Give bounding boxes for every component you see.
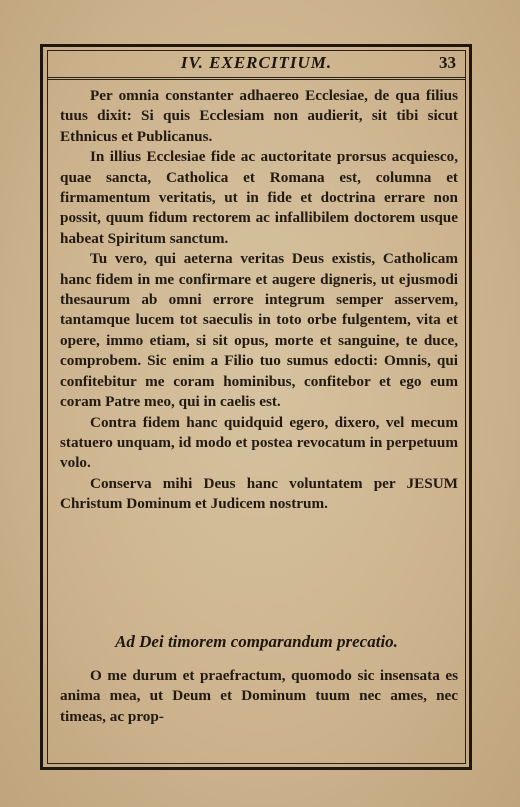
page-number: 33 (439, 53, 456, 72)
header-rule (47, 77, 466, 80)
paragraph: Conserva mihi Deus hanc voluntatem per JESUM Christum Dominum et Judicem nostrum. (60, 474, 458, 513)
paragraph: Tu vero, qui aeterna veritas Deus existis, Catholicam hanc fidem in me confirmare et augere digneris, ut ejusmodi thesaurum ab omni errore integrum semper asservem, tantamque lucem tot saeculis in toto orbe fulgentem, vita et opere, immo etiam, si sit opus, morte et sanguine, te duce, comprobem. Sic enim a Filio tuo sumus edocti: Omnis, qui confitebitur me coram hominibus, confitebor et ego eum coram Patre meo, qui in caelis est. (60, 250, 458, 411)
running-title: IV. EXERCITIUM. (180, 53, 333, 72)
paragraph: Contra fidem hanc quidquid egero, dixero, vel mecum statuero unquam, id modo et postea revocatum in perpetuum volo. (60, 413, 458, 472)
paragraph: Per omnia constanter adhaereo Ecclesiae, de qua filius tuus dixit: Si quis Ecclesiam non audierit, sit tibi sicut Ethnicus et Publicanus. (60, 87, 458, 145)
body-text (60, 86, 458, 515)
page-header (47, 51, 466, 77)
prayer-text (60, 666, 458, 727)
prayer-paragraph: O me durum et praefractum, quomodo sic insensata es anima mea, ut Deum et Dominum tuum nec ames, nec timeas, ac prop- (60, 667, 458, 725)
prayer-heading: Ad Dei timorem comparandum precatio. (115, 632, 398, 651)
paragraph: In illius Ecclesiae fide ac auctoritate prorsus acquiesco, quae sancta, Catholica et Romana est, columna et firmamentum veritatis, ut in fide et doctrina errare non possit, quum fidum rectorem ac infallibilem doctorem usque habeat Spiritum sanctum. (60, 148, 458, 247)
